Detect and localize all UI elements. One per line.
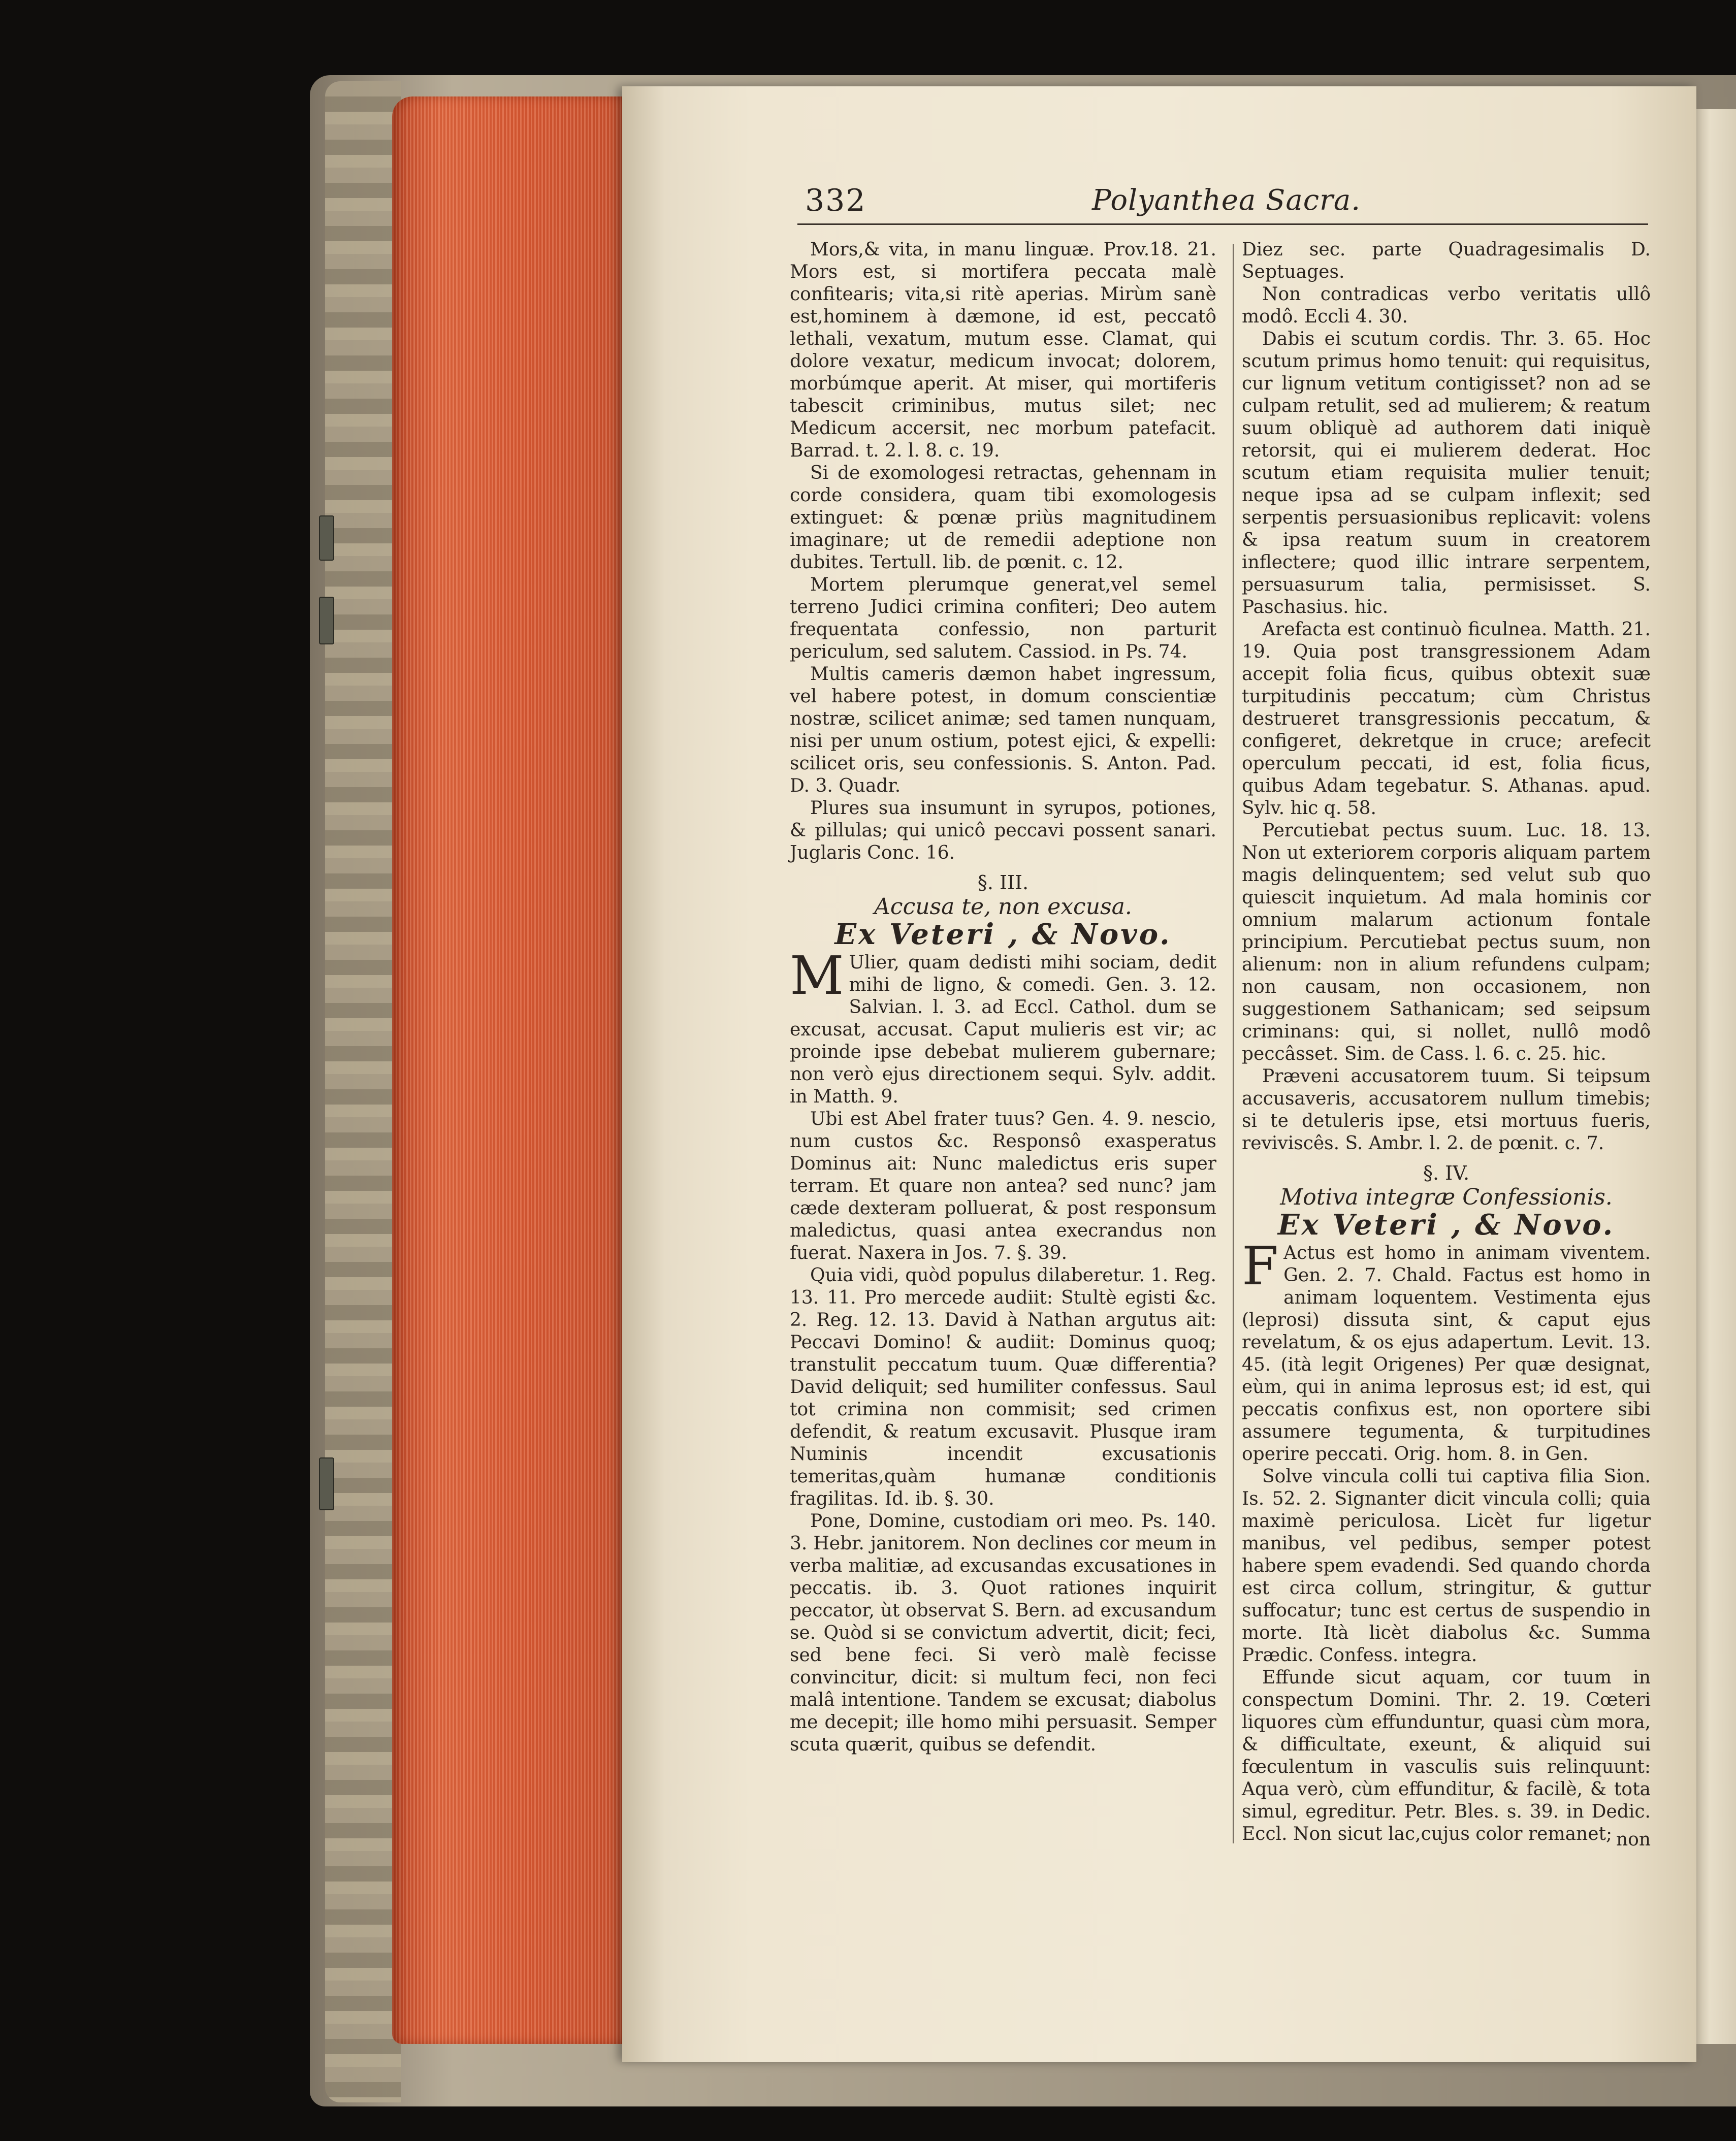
- paragraph: Multis cameris dæmon habet ingressum, vel habere potest, in domum conscientiæ nostræ, scilicet animæ; sed tamen nunquam, nisi per unum ostium, potest ejici, & expelli: scilicet oris, seu confessionis. S. Anton. Pad. D. 3. Quadr.: [790, 664, 1216, 796]
- section-title: Motiva integræ Confessionis.: [1280, 1184, 1613, 1210]
- paragraph-text: Ulier, quam dedisti mihi sociam, dedit mihi de ligno, & comedi. Gen. 3. 12. Salvian. l. 3. ad Eccl. Cathol. dum se excusat, accusat. Caput mulieris est vir; ac proinde ipse debebat mulierem gubernare; non verò ejus directionem sequi. Sylv. addit. in Matth. 9.: [790, 952, 1216, 1107]
- paragraph: Diez sec. parte Quadragesimalis D. Septuages.: [1242, 239, 1651, 282]
- running-title: Polyanthea Sacra.: [1092, 184, 1361, 217]
- paragraph: Solve vincula colli tui captiva filia Sion. Is. 52. 2. Signanter dicit vincula colli; quia maximè periculosa. Licèt fur ligetur manibus, vel pedibus, semper potest habere spem evadendi. Sed quando chorda est circa collum, stringitur, & guttur suffocatur; tunc est certus de suspendio in morte. Ità licèt diabolus &c. Summa Prædic. Confess. integra.: [1242, 1466, 1651, 1666]
- section-title: Accusa te, non excusa.: [874, 894, 1132, 920]
- clasp-upper-2-icon: [319, 597, 334, 644]
- paragraph: Non contradicas verbo veritatis ullô modô. Eccli 4. 30.: [1242, 284, 1651, 327]
- paragraph: Arefacta est continuò ficulnea. Matth. 21. 19. Quia post transgressionem Adam accepit folia ficus, quibus obtexit suæ turpitudinis peccatum; cùm Christus destrueret transgressionis peccatum, & configeret, dekretque in cruce; arefecit operculum peccati, id est, folia ficus, quibus Adam tegebatur. S. Athanas. apud. Sylv. hic q. 58.: [1242, 619, 1651, 819]
- paragraph: Effunde sicut aquam, cor tuum in conspectum Domini. Thr. 2. 19. Cœteri liquores cùm effunduntur, quasi cùm mora, & difficultate, exeunt, & aliquid sui fœculentum in vasculis suis relinquunt: Aqua verò, cùm effunditur, & facilè, & tota simul, egreditur. Petr. Bles. s. 39. in Dedic. Eccl. Non sicut lac,cujus color remanet;: [1242, 1667, 1651, 1844]
- clasp-upper-icon: [319, 515, 334, 561]
- red-page-edges: [392, 96, 627, 2044]
- facing-page-edge: [1692, 109, 1736, 2044]
- paragraph-text: Actus est homo in animam viventem. Gen. 2. 7. Chald. Factus est homo in animam loquentem. Vestimenta ejus (leprosi) dissuta sint, & caput ejus revelatum, & os ejus adapertum. Levit. 13. 45. (ità legit Origenes) Per quæ designat, eùm, qui in anima leprosus est; id est, qui peccatis confixus est, non oportere sibi assumere tegumenta, & turpitudines operire peccati. Orig. hom. 8. in Gen.: [1242, 1243, 1651, 1465]
- drop-cap: M: [790, 945, 844, 1007]
- paragraph-with-dropcap: [790, 945, 1216, 1108]
- paragraph: Ubi est Abel frater tuus? Gen. 4. 9. nescio, num custos &c. Responsô exasperatus Dominus ait: Nunc maledictus eris super terram. Et quare non antea? sed nunc? jam cæde dexteram polluerat, & post responsum maledictus, quasi antea execrandus non fuerat. Naxera in Jos. 7. §. 39.: [790, 1109, 1216, 1263]
- section-heading: Ex Veteri , & Novo.: [1277, 1208, 1615, 1242]
- paragraph: Dabis ei scutum cordis. Thr. 3. 65. Hoc scutum primus homo tenuit: qui requisitus, cur lignum vetitum contigisset? non ad se culpam retulit, sed ad mulierem; & reatum suum obliquè ad authorem dati iniquè retorsit, qui ei mulierem dederat. Hoc scutum etiam requisita mulier tenuit; neque ipsa ad se culpam inflexit; sed serpentis persuasionibus replicavit: volens & ipsa reatum suum in creatorem inflectere; quod illic intrare serpentem, persuasurum talia, permisisset. S. Paschasius. hic.: [1242, 329, 1651, 618]
- paragraph: Pone, Domine, custodiam ori meo. Ps. 140. 3. Hebr. janitorem. Non declines cor meum in verba malitiæ, ad excusandas excusationes in peccatis. ib. 3. Quot rationes inquirit peccator, ùt observat S. Bern. ad excusandum se. Quòd si se convictum advertit, dicit; feci, sed bene feci. Si verò malè fecisse convincitur, dicit: si multum feci, non feci malâ intentione. Tandem se excusat; diabolus me decepit; ille homo mihi persuasit. Semper scuta quærit, quibus se defendit.: [790, 1511, 1216, 1755]
- header-rule: [797, 223, 1648, 225]
- book-spine-edge: [325, 81, 401, 2102]
- paragraph-with-dropcap: [1242, 1235, 1651, 1466]
- paragraph: Mortem plerumque generat,vel semel terreno Judici crimina confiteri; Deo autem frequentata confessio, non parturit periculum, sed salutem. Cassiod. in Ps. 74.: [790, 574, 1216, 662]
- catchword: non: [1616, 1829, 1651, 1850]
- left-column: [790, 239, 1216, 1756]
- paragraph: Mors,& vita, in manu linguæ. Prov.18. 21. Mors est, si mortifera peccata malè confitearis; vita,si ritè aperias. Mirùm sanè est,hominem à dæmone, id est, peccatô lethali, vexatum, mutum esse. Clamat, qui dolore vexatur, medicum invocat; dolorem, morbúmque aperit. At miser, qui mortiferis tabescit criminibus, mutus silet; nec Medicum accersit, nec morbum patefacit. Barrad. t. 2. l. 8. c. 19.: [790, 239, 1216, 461]
- paragraph: Si de exomologesi retractas, gehennam in corde considera, quam tibi exomologesis extinguet: & pœnæ priùs magnitudinem imaginare; ut de remedii adeptione non dubites. Tertull. lib. de pœnit. c. 12.: [790, 463, 1216, 573]
- drop-cap: F: [1242, 1235, 1279, 1297]
- paragraph: Quia vidi, quòd populus dilaberetur. 1. Reg. 13. 11. Pro mercede audiit: Stultè egisti &c. 2. Reg. 12. 13. David à Nathan argutus ait: Peccavi Domino! & audiit: Dominus quoq; transtulit peccatum tuum. Quæ differentia? David deliquit; sed humiliter confessus. Saul tot crimina non commisit; sed crimen defendit, & reatum excusavit. Plusque iram Numinis incendit excusationis temeritas,quàm humanæ conditionis fragilitas. Id. ib. §. 30.: [790, 1265, 1216, 1509]
- section-number: §. III.: [977, 871, 1029, 894]
- paragraph: Plures sua insumunt in syrupos, potiones, & pillulas; qui unicô peccavi possent sanari. Juglaris Conc. 16.: [790, 798, 1216, 863]
- page-number: 332: [805, 183, 866, 218]
- right-column: [1242, 239, 1651, 1845]
- column-divider: [1233, 244, 1234, 1843]
- section-heading: Ex Veteri , & Novo.: [834, 918, 1172, 951]
- paragraph: Præveni accusatorem tuum. Si teipsum accusaveris, accusatorem nullum timebis; si te detuleris ipse, etsi mortuus fueris, reviviscês. S. Ambr. l. 2. de pœnit. c. 7.: [1242, 1066, 1651, 1154]
- paragraph: Percutiebat pectus suum. Luc. 18. 13. Non ut exteriorem corporis aliquam partem magis delinquentem; sed velut sub quo quiescit inquietum. Ad mala hominis cor omnium malarum actionum fontale principium. Percutiebat pectus suum, non alienum: non in alium refundens culpam; non causam, non occasionem, non suggestionem Sathanicam; sed seipsum criminans: qui, si nollet, nullô modô peccâsset. Sim. de Cass. l. 6. c. 25. hic.: [1242, 820, 1651, 1064]
- section-number: §. IV.: [1423, 1162, 1470, 1184]
- clasp-lower-icon: [319, 1457, 334, 1510]
